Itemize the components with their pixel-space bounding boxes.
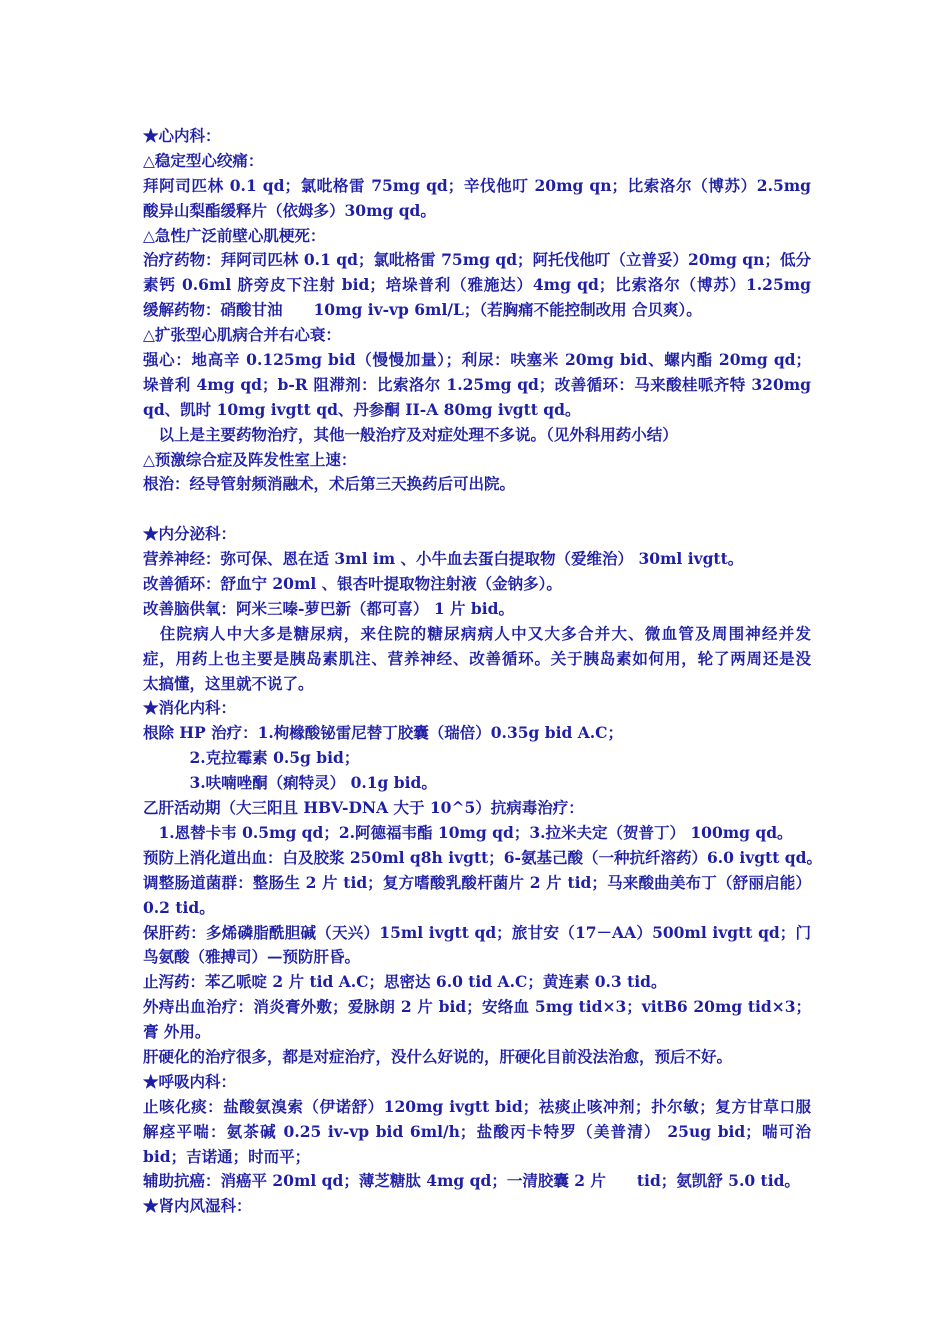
text-line: 改善脑供氧：阿米三嗪-萝巴新（都可喜） 1 片 bid。	[143, 598, 514, 618]
subheading-stable-angina: △稳定型心绞痛：	[143, 150, 264, 170]
section-heading-respiratory: ★呼吸内科：	[143, 1071, 237, 1091]
text-line: 肝硬化的治疗很多，都是对症治疗，没什么好说的，肝硬化目前没法治愈，预后不好。	[143, 1046, 733, 1066]
text-line: 外痔出血治疗：消炎膏外敷；爱脉朗 2 片 bid；安络血 5mg tid×3；vitB6 20mg tid×3；	[143, 997, 811, 1017]
text-line: 改善循环：舒血宁 20ml 、银杏叶提取物注射液（金钠多）。	[143, 574, 562, 594]
text-line: 根治：经导管射频消融术，术后第三天换药后可出院。	[143, 474, 516, 494]
document-page	[143, 124, 822, 1219]
text-line: 酸异山梨酯缓释片（依姆多）30mg qd。	[143, 200, 436, 220]
text-line: bid；吉诺通；时而平；	[143, 1146, 311, 1166]
section-heading-cardiology: ★心内科：	[143, 126, 221, 145]
text-line: 止咳化痰：盐酸氨溴索（伊诺舒）120mg ivgtt bid；祛痰止咳冲剂；扑尔敏；复方甘草口服	[143, 1096, 811, 1116]
text-line: 乙肝活动期（大三阳且 HBV-DNA 大于 10^5）抗病毒治疗：	[143, 798, 584, 818]
text-line: 治疗药物：拜阿司匹林 0.1 qd；氯吡格雷 75mg qd；阿托伐他叮（立普妥）20mg qn；低分	[143, 250, 811, 270]
subheading-acute-mi: △急性广泛前壁心肌梗死：	[143, 225, 326, 245]
text-line: 住院病人中大多是糖尿病，来住院的糖尿病病人中又大多合并大、微血管及周围神经并发	[143, 623, 811, 643]
text-line: 营养神经：弥可保、恩在适 3ml im 、小牛血去蛋白提取物（爱维治） 30ml ivgtt。	[143, 549, 744, 569]
section-heading-nephrology-rheumatology: ★肾内风湿科：	[143, 1196, 252, 1216]
text-line: 3.呋喃唑酮（痢特灵） 0.1g bid。	[143, 773, 437, 793]
text-line: 鸟氨酸（雅搏司）—预防肝昏。	[143, 947, 361, 967]
text-line: 调整肠道菌群：整肠生 2 片 tid；复方嗜酸乳酸杆菌片 2 片 tid；马来酸曲美布丁（舒丽启能）	[143, 872, 811, 892]
text-line: 0.2 tid。	[143, 897, 215, 917]
subheading-preexcitation: △预激综合症及阵发性室上速：	[143, 449, 357, 469]
text-line: 太搞懂，这里就不说了。	[143, 673, 314, 693]
section-heading-gastroenterology: ★消化内科：	[143, 698, 237, 718]
text-line: 以上是主要药物治疗，其他一般治疗及对症处理不多说。（见外科用药小结）	[143, 424, 678, 444]
text-line: 2.克拉霉素 0.5g bid；	[143, 748, 360, 768]
text-line: 1.恩替卡韦 0.5mg qd；2.阿德福韦酯 10mg qd；3.拉米夫定（贺普丁） 100mg qd。	[143, 822, 793, 842]
text-line: 垛普利 4mg qd；b-R 阻滞剂：比索洛尔 1.25mg qd；改善循环：马来酸桂哌齐特 320mg	[143, 374, 811, 394]
text-line: 止泻药：苯乙哌啶 2 片 tid A.C；思密达 6.0 tid A.C；黄连素 0.3 tid。	[143, 972, 667, 992]
text-line: 缓解药物：硝酸甘油 10mg iv-vp 6ml/L；（若胸痛不能控制改用 合贝爽）。	[143, 300, 702, 320]
blank-line	[143, 497, 811, 522]
text-line: 强心：地高辛 0.125mg bid（慢慢加量）；利尿：呋塞米 20mg bid、螺内酯 20mg qd；	[143, 350, 811, 370]
text-line: 预防上消化道出血：白及胶浆 250ml q8h ivgtt；6-氨基己酸（一种抗纤溶药）6.0 ivgtt qd。	[143, 847, 822, 867]
text-line: 拜阿司匹林 0.1 qd；氯吡格雷 75mg qd；辛伐他叮 20mg qn；比索洛尔（博苏）2.5mg	[143, 175, 811, 195]
text-line: qd、凯时 10mg ivgtt qd、丹参酮 II-A 80mg ivgtt qd。	[143, 399, 581, 419]
text-line: 辅助抗癌：消癌平 20ml qd；薄芝糖肽 4mg qd；一清胶囊 2 片 tid；氨凯舒 5.0 tid。	[143, 1171, 800, 1191]
text-line: 膏 外用。	[143, 1022, 211, 1042]
text-line: 根除 HP 治疗：1.枸橼酸铋雷尼替丁胶囊（瑞倍）0.35g bid A.C；	[143, 723, 623, 743]
text-line: 症，用药上也主要是胰岛素肌注、营养神经、改善循环。关于胰岛素如何用，轮了两周还是没	[143, 648, 811, 668]
text-line: 素钙 0.6ml 脐旁皮下注射 bid；培垛普利（雅施达）4mg qd；比索洛尔（博苏）1.25mg	[143, 275, 811, 295]
section-heading-endocrinology: ★内分泌科：	[143, 524, 237, 544]
subheading-dilated-cardiomyopathy: △扩张型心肌病合并右心衰：	[143, 325, 341, 345]
text-line: 保肝药：多烯磷脂酰胆碱（天兴）15ml ivgtt qd；旅甘安（17－AA）500ml ivgtt qd；门	[143, 922, 811, 942]
text-line: 解痉平喘：氨茶碱 0.25 iv-vp bid 6ml/h；盐酸丙卡特罗（美普清） 25ug bid；喘可治	[143, 1121, 811, 1141]
